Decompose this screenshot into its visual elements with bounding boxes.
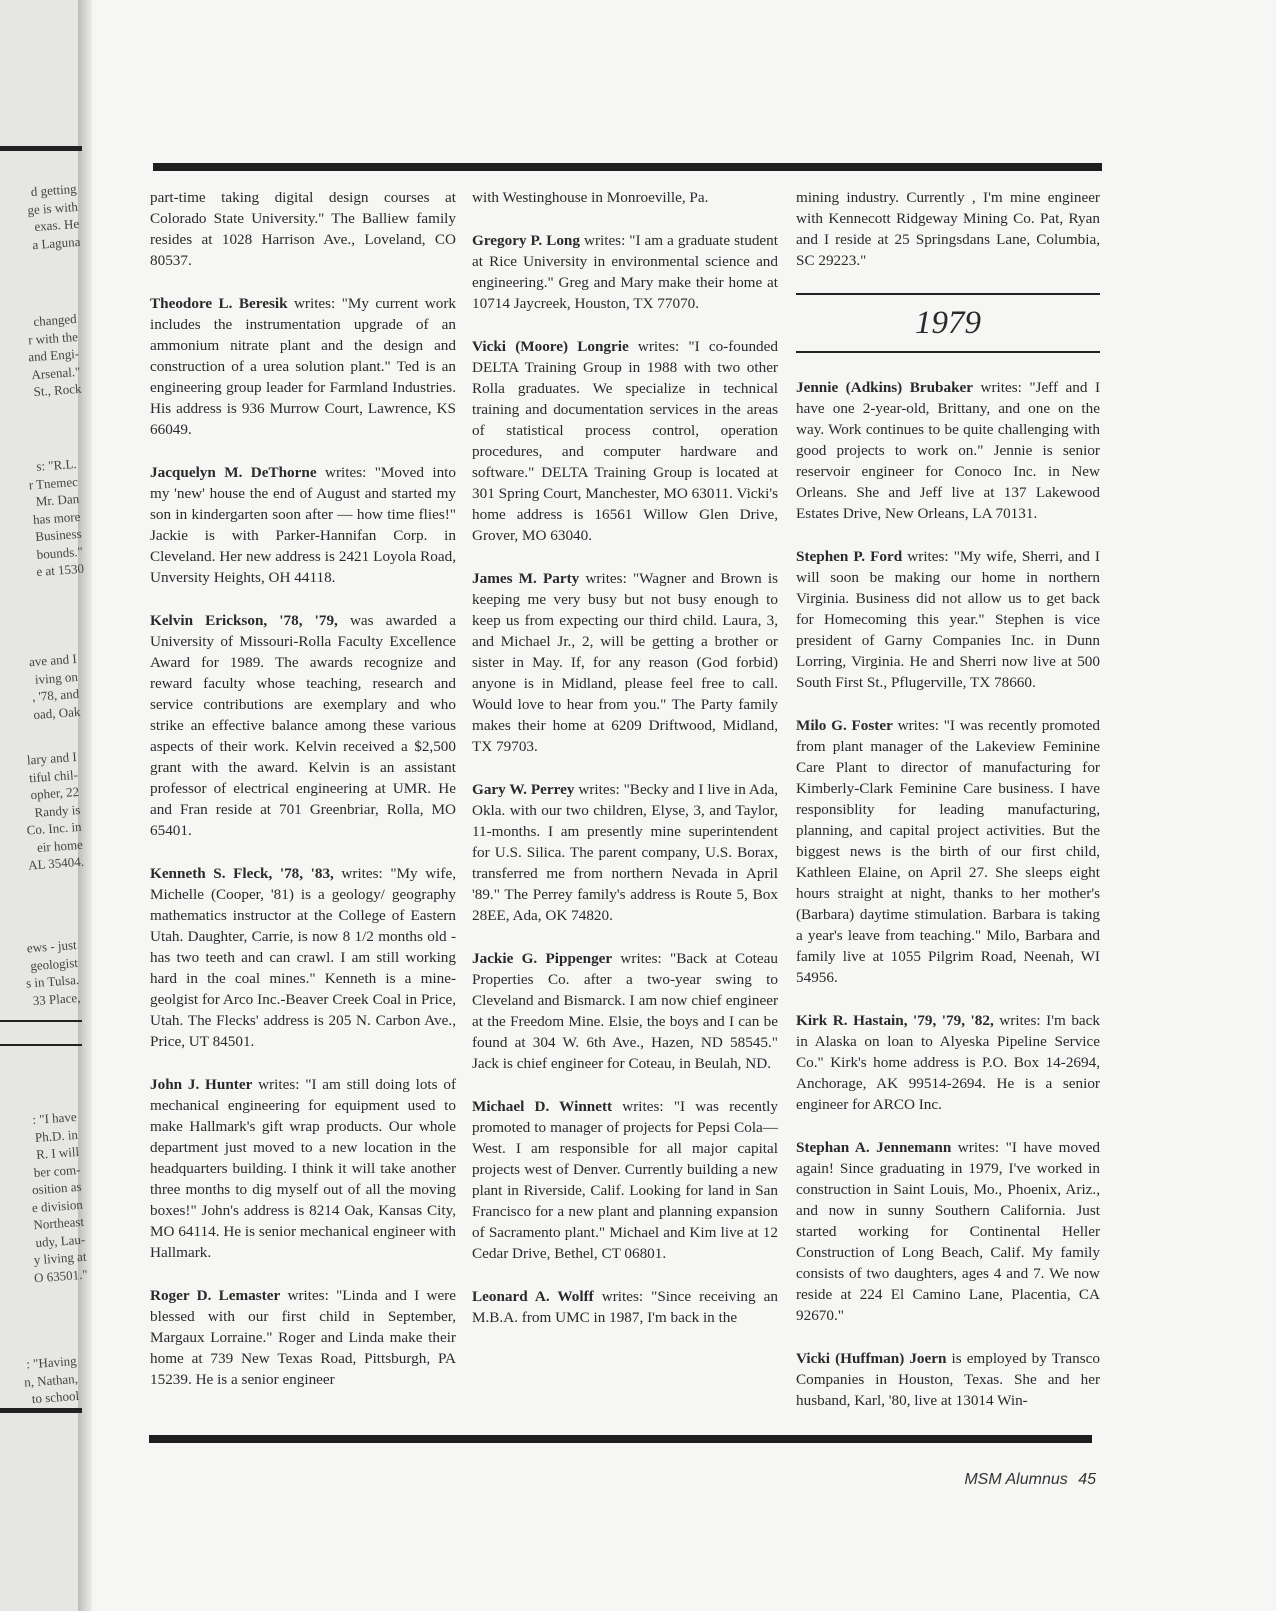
column-2 xyxy=(472,187,778,1350)
alumni-name: Leonard A. Wolff xyxy=(472,1288,594,1305)
alumni-note-text: writes: "Becky and I live in Ada, Okla. with our two children, Elyse, 3, and Taylor, 11-months. I am presently mine superintendent for U.S. Silica. The parent company, U.S. Borax, transferred me from northern Nevada in April '89." The Perrey family's address is Route 5, Box 28EE, Ada, OK 74820. xyxy=(472,781,779,924)
alumni-name: Gregory P. Long xyxy=(472,232,580,249)
alumni-note-text: writes: "I have moved again! Since graduating in 1979, I've worked in construction in Saint Louis, Mo., Phoenix, Ariz., and now in sunny Southern California. Just started working for Continental Heller Construction of Long Beach, Calif. My family consists of two daughters, ages 4 and 7. We now reside at 224 El Camino Lane, Placentia, CA 92670." xyxy=(796,1139,1100,1324)
alumni-note xyxy=(472,779,778,926)
alumni-name: Roger D. Lemaster xyxy=(150,1287,281,1304)
previous-page-line: Ph.D. in xyxy=(34,1126,79,1145)
alumni-note-text: was awarded a University of Missouri-Rolla Faculty Excellence Award for 1989. The awards recognize and reward faculty whose teaching, research and service contributions are exemplary and who strike an effective balance among these various aspects of their work. Kelvin received a $2,500 grant with the award. Kelvin is an assistant professor of electrical engineering at UMR. He and Fran reside at 701 Greenbriar, Rolla, MO 65401. xyxy=(150,612,457,839)
previous-page-line: ge is with xyxy=(26,198,79,217)
alumni-note-text: writes: "Back at Coteau Properties Co. after a two-year swing to Cleveland and Bismarck. I am now chief engineer at the Freedom Mine. Elsie, the boys and I can be found at 304 W. 6th Ave., Hazen, ND 58545." Jack is chief engineer for Coteau, in Beulah, ND. xyxy=(472,950,778,1072)
alumni-note xyxy=(150,187,456,271)
alumni-note-text: writes: I'm back in Alaska on loan to Alyeska Pipeline Service Co." Kirk's home address is P.O. Box 14-2694, Anchorage, AK 99514-2694. He is a senior engineer for ARCO Inc. xyxy=(796,1012,1100,1113)
previous-page-line: geologist xyxy=(29,954,79,973)
previous-page-line: r Tnemec xyxy=(28,473,79,492)
alumni-note xyxy=(472,568,778,757)
alumni-note xyxy=(150,462,456,588)
year-rule-top xyxy=(796,293,1100,295)
previous-page-line: to school xyxy=(31,1387,80,1407)
alumni-name: Gary W. Perrey xyxy=(472,781,575,798)
previous-page-line: d getting xyxy=(30,180,78,200)
class-year-title: 1979 xyxy=(915,305,981,341)
alumni-note xyxy=(472,1286,778,1328)
previous-page-line: ave and I xyxy=(28,650,78,670)
bottom-rule xyxy=(149,1435,1092,1443)
alumni-note-text: writes: "Since receiving an M.B.A. from UMC in 1987, I'm back in the xyxy=(472,1288,778,1326)
previous-page-line: exas. He xyxy=(33,215,80,234)
alumni-name: Stephan A. Jennemann xyxy=(796,1139,952,1156)
alumni-name: James M. Party xyxy=(472,570,580,587)
previous-page-line: 33 Place, xyxy=(32,989,81,1008)
alumni-note-text: writes: "Moved into my 'new' house the end of August and started my son in kindergarten soon after — how time flies!" Jackie is with Parker-Hannifan Corp. in Cleveland. Her new address is 2421 Loyola Road, Unversity Heights, OH 44118. xyxy=(150,464,456,586)
alumni-name: Kenneth S. Fleck, '78, '83, xyxy=(150,865,334,882)
alumni-note-text: writes: "My wife, Sherri, and I will soon be making our home in northern Virginia. Business did not allow us to get back for Homecoming this year." Stephen is vice president of Garny Companies Inc. in Dunn Lorring, Virginia. He and Sherri now live at 500 South First St., Pflugerville, TX 78660. xyxy=(796,548,1100,691)
alumni-name: Jacquelyn M. DeThorne xyxy=(150,464,317,481)
year-rule-bottom xyxy=(796,351,1100,353)
alumni-note xyxy=(796,715,1100,988)
previous-page-line: udy, Lau- xyxy=(35,1231,86,1250)
alumni-note xyxy=(796,1348,1100,1411)
alumni-name: Vicki (Moore) Longrie xyxy=(472,338,629,355)
previous-page-line: oad, Oak xyxy=(32,703,81,722)
previous-page-line: n, Nathan, xyxy=(23,1370,79,1390)
previous-page-line: O 63501." xyxy=(33,1266,89,1285)
previous-page-text-block xyxy=(0,650,81,725)
previous-page-line: Mr. Dan xyxy=(35,490,80,509)
alumni-note-text: writes: "My wife, Michelle (Cooper, '81) is a geology/ geography mathematics instructor at the College of Eastern Utah. Daughter, Carrie, is now 8 1/2 months old - has two teeth and can crawl. I am still working hard in the coal mines." Kenneth is a mine-geolgist for Arco Inc.-Beaver Creek Coal in Price, Utah. The Flecks' address is 205 N. Carbon Ave., Price, UT 84501. xyxy=(150,865,456,1050)
alumni-note-text: writes: "I am a graduate student at Rice University in environmental science and engineering." Greg and Mary make their home at 10714 Jaycreek, Houston, TX 77070. xyxy=(472,232,778,312)
top-rule xyxy=(153,163,1102,171)
alumni-note xyxy=(796,1137,1100,1326)
alumni-note xyxy=(150,610,456,841)
alumni-note-text: writes: "I was recently promoted from plant manager of the Lakeview Feminine Care Plant to director of manufacturing for Kimberly-Clark Feminine Care business. I have responsiblity for leading manufacturing, planning, and capital project activities. But the biggest news is the birth of our first child, Kathleen Elaine, on April 27. She sleeps eight hours straight at night, thanks to her mother's (Barbara) daytime stimulation. Barbara is taking a year's leave from teaching." Milo, Barbara and family live at 1055 Pilgrim Road, Neenah, WI 54956. xyxy=(796,717,1100,986)
previous-page-line: St., Rock xyxy=(33,380,82,400)
previous-page-line: osition as xyxy=(31,1178,82,1198)
alumni-note-text: writes: "Linda and I were blessed with our first child in September, Margaux Lorraine." Roger and Linda make their home at 739 New Texas Road, Pittsburgh, PA 15239. He is a senior engineer xyxy=(150,1287,456,1388)
previous-page-line: , '78, and xyxy=(31,685,80,705)
page-number: 45 xyxy=(1078,1471,1096,1488)
alumni-name: Kelvin Erickson, '78, '79, xyxy=(150,612,338,629)
previous-page-text-block xyxy=(0,180,81,255)
alumni-note-text: is employed by Transco Companies in Houston, Texas. She and her husband, Karl, '80, live at 13014 Win- xyxy=(796,1350,1100,1409)
alumni-note-text: writes: "Wagner and Brown is keeping me very busy but not busy enough to keep us from expecting our third child. Laura, 3, and Michael Jr., 2, will be getting a brother or sister in May. If, for any reason (God forbid) anyone is in Midland, please feel free to call. Would love to hear from you." The Party family makes their home at 6209 Driftwood, Midland, TX 79703. xyxy=(472,570,778,755)
previous-page-line: : "I have xyxy=(31,1108,78,1128)
alumni-note-text: writes: "I am still doing lots of mechanical engineering for equipment used to make Hallmark's gift wrap products. Our whole department just moved to a new location in the headquarters building. I think it will take another three months to dig myself out of all the moving boxes!" John's address is 8214 Oak, Kansas City, MO 64114. He is senior mechanical engineer with Hallmark. xyxy=(150,1076,457,1261)
previous-page-line: e division xyxy=(31,1196,84,1215)
alumni-name: Kirk R. Hastain, '79, '79, '82, xyxy=(796,1012,994,1029)
previous-page-line: Northeast xyxy=(32,1213,85,1233)
previous-page-line: s in Tulsa. xyxy=(25,971,80,991)
previous-page-rule xyxy=(0,146,82,151)
previous-page-line: tiful chil- xyxy=(28,766,79,785)
previous-page-edge xyxy=(0,0,89,1611)
column-1 xyxy=(150,187,456,1412)
alumni-note-text: writes: "My current work includes the instrumentation upgrade of an ammonium nitrate plant and the design and construction of a urea solution plant." Ted is an engineering group leader for Farmland Industries. His address is 936 Murrow Court, Lawrence, KS 66049. xyxy=(150,295,456,438)
previous-page-line: and Engi- xyxy=(27,345,80,365)
alumni-note xyxy=(472,230,778,314)
alumni-note xyxy=(472,187,778,208)
column-3 xyxy=(796,187,1100,1433)
previous-page-text-block xyxy=(0,455,85,583)
previous-page-text-block xyxy=(0,936,81,1011)
previous-page-line: Co. Inc. in xyxy=(26,818,82,838)
alumni-name: Vicki (Huffman) Joern xyxy=(796,1350,947,1367)
alumni-name: Stephen P. Ford xyxy=(796,548,903,565)
alumni-name: Milo G. Foster xyxy=(796,717,893,734)
alumni-name: Theodore L. Beresik xyxy=(150,295,288,312)
class-year-heading xyxy=(796,293,1100,353)
previous-page-line: : "Having xyxy=(25,1352,78,1372)
alumni-note xyxy=(796,187,1100,271)
page-footer xyxy=(964,1471,1096,1489)
alumni-note xyxy=(150,293,456,440)
previous-page-line: bounds." xyxy=(36,543,84,562)
alumni-note xyxy=(796,546,1100,693)
previous-page-line: has more xyxy=(32,508,81,527)
previous-page-line: AL 35404. xyxy=(27,853,85,873)
alumni-note xyxy=(150,1285,456,1390)
alumni-note-text: writes: "Jeff and I have one 2-year-old, Brittany, and one on the way. Work continues to be quite challenging with good projects to work on." Jennie is senior reservoir engineer for Conoco Inc. in New Orleans. She and Jeff live at 137 Lakewood Estates Drive, New Orleans, LA 70131. xyxy=(796,379,1100,522)
alumni-note xyxy=(472,1096,778,1264)
alumni-note xyxy=(472,948,778,1074)
alumni-name: Jackie G. Pippenger xyxy=(472,950,613,967)
publication-name: MSM Alumnus xyxy=(964,1471,1068,1488)
previous-page-line: a Laguna xyxy=(31,233,81,252)
column-3-top xyxy=(796,187,1100,271)
alumni-note-text: with Westinghouse in Monroeville, Pa. xyxy=(472,189,709,206)
alumni-note xyxy=(150,863,456,1052)
alumni-note xyxy=(796,377,1100,524)
alumni-name: Michael D. Winnett xyxy=(472,1098,613,1115)
previous-page-line: r with the xyxy=(27,328,79,347)
alumni-note xyxy=(472,336,778,546)
previous-page-line: s: "R.L. xyxy=(35,455,78,474)
alumni-note-text: writes: "I co-founded DELTA Training Group in 1988 with two other Rolla graduates. We specialize in technical training and documentation services in the areas of statistical process control, operation procedures, and computer hardware and software." DELTA Training Group is located at 301 Spring Court, Manchester, MO 63011. Vicki's home address is 16561 Willow Glen Drive, Grover, MO 63040. xyxy=(472,338,778,544)
previous-page-text-block xyxy=(0,748,85,876)
alumni-note-text: writes: "I was recently promoted to manager of projects for Pepsi Cola—West. I am responsible for all major capital projects west of Denver. Currently building a new plant in Riverside, Calif. Looking for land in San Francisco for a new plant and planning expansion of Sacramento plant." Michael and Kim live at 12 Cedar Drive, Bethel, CT 06801. xyxy=(472,1098,778,1262)
previous-page-line: iving on xyxy=(34,668,79,687)
previous-page-line: Arsenal." xyxy=(30,363,81,382)
alumni-note xyxy=(796,1010,1100,1115)
previous-page-text-block xyxy=(0,1108,88,1288)
previous-page-line: eir home xyxy=(36,836,84,855)
previous-page-rule xyxy=(0,1020,82,1022)
previous-page-line: opher, 22 xyxy=(30,783,80,803)
previous-page-line: ber com- xyxy=(33,1161,81,1180)
alumni-note xyxy=(150,1074,456,1263)
previous-page-line: y living at xyxy=(33,1248,87,1268)
previous-page-line: e at 1530 xyxy=(35,560,85,580)
alumni-note-text: part-time taking digital design courses at Colorado State University." The Balliew family resides at 1028 Harrison Ave., Loveland, CO 80537. xyxy=(150,189,456,269)
alumni-name: Jennie (Adkins) Brubaker xyxy=(796,379,974,396)
previous-page-line: changed xyxy=(32,310,78,329)
alumni-note-text: mining industry. Currently , I'm mine engineer with Kennecott Ridgeway Mining Co. Pat, Ryan and I reside at 25 Springsdans Lane, Columbia, SC 29223." xyxy=(796,189,1100,269)
previous-page-line: R. I will xyxy=(35,1143,80,1162)
column-3-entries xyxy=(796,377,1100,1411)
previous-page-line: Business xyxy=(34,525,82,545)
alumni-name: John J. Hunter xyxy=(150,1076,253,1093)
previous-page-text-block xyxy=(0,1352,80,1410)
previous-page-line: ews - just xyxy=(26,936,78,956)
previous-page-line: lary and I xyxy=(26,748,78,768)
previous-page-rule xyxy=(0,1044,82,1046)
previous-page-text-block xyxy=(0,310,82,403)
previous-page-line: Randy is xyxy=(33,801,81,820)
